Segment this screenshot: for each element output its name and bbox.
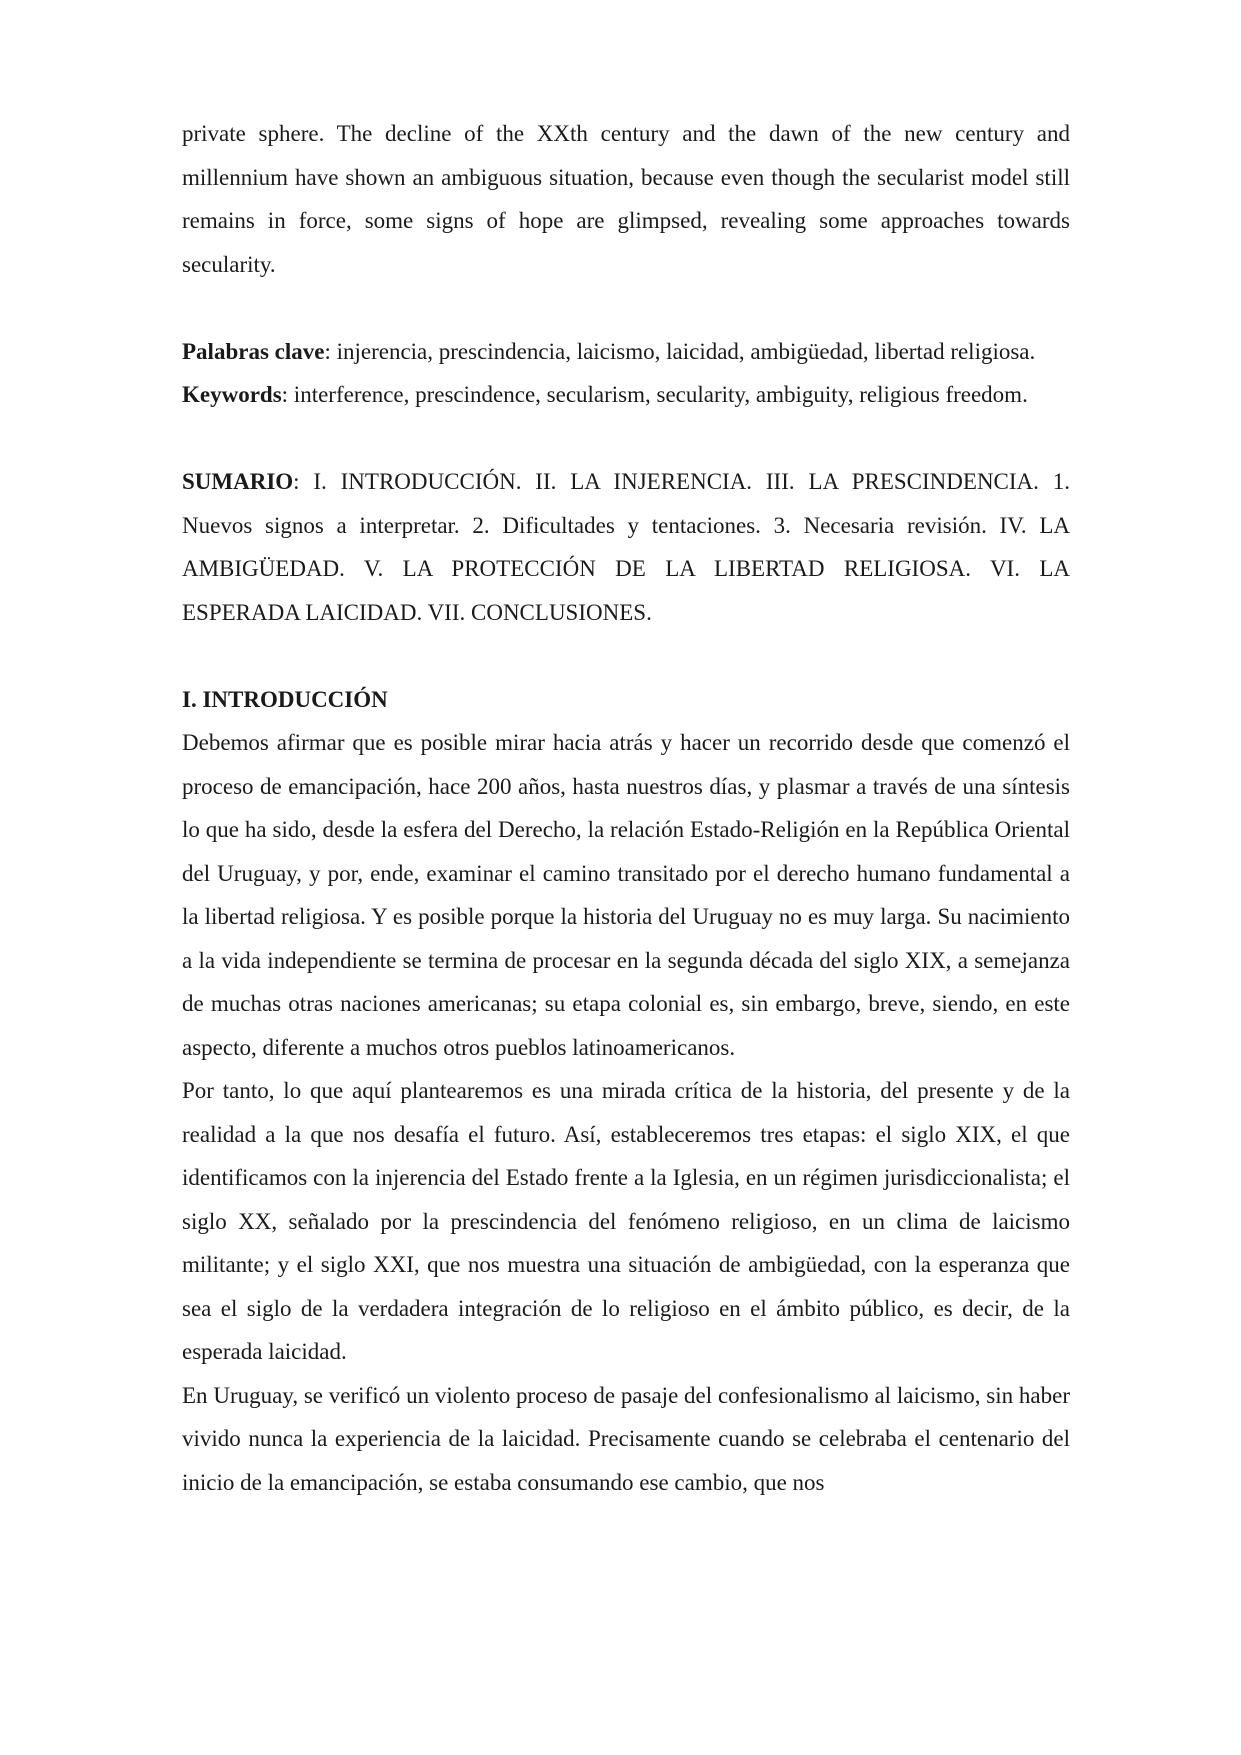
keywords-en-text: : interference, prescindence, secularism, secularity, ambiguity, religious freedom. xyxy=(281,382,1028,407)
abstract-paragraph: private sphere. The decline of the XXth century and the dawn of the new century and millennium have shown an ambiguous situation, because even though the secularist model still remains in force, some signs of hope are glimpsed, revealing some approaches towards secularity. xyxy=(182,121,1070,277)
summary-label: SUMARIO xyxy=(182,469,294,494)
section-heading: I. INTRODUCCIÓN xyxy=(182,686,388,712)
keywords-en-label: Keywords xyxy=(182,382,282,407)
body-paragraph: En Uruguay, se verificó un violento proceso de pasaje del confesionalismo al laicismo, sin haber vivido nunca la experiencia de la laicidad. Precisamente cuando se celebraba el centenario del inicio de la emancipación, se estaba consumando ese cambio, que nos xyxy=(182,1382,1070,1495)
spacer xyxy=(182,286,1070,330)
body-paragraph: Debemos afirmar que es posible mirar hacia atrás y hacer un recorrido desde que comenzó el proceso de emancipación, hace 200 años, hasta nuestros días, y plasmar a través de una síntesis lo que ha sido, desde la esfera del Derecho, la relación Estado-Religión en la República Oriental del Uruguay, y por, ende, examinar el camino transitado por el derecho humano fundamental a la libertad religiosa. Y es posible porque la historia del Uruguay no es muy larga. Su nacimiento a la vida independiente se termina de procesar en la segunda década del siglo XIX, a semejanza de muchas otras naciones americanas; su etapa colonial es, sin embargo, breve, siendo, en este aspecto, diferente a muchos otros pueblos latinoamericanos. xyxy=(182,730,1070,1060)
keywords-es-text: : injerencia, prescindencia, laicismo, laicidad, ambigüedad, libertad religiosa. xyxy=(324,338,1036,364)
summary-paragraph xyxy=(182,460,1070,634)
keywords-en-paragraph xyxy=(182,373,1070,417)
keywords-es-paragraph xyxy=(182,330,1070,374)
keywords-es-label: Palabras clave xyxy=(182,338,325,364)
spacer xyxy=(182,634,1070,678)
body-paragraph: Por tanto, lo que aquí plantearemos es una mirada crítica de la historia, del presente y de la realidad a la que nos desafía el futuro. Así, estableceremos tres etapas: el siglo XIX, el que identificamos con la injerencia del Estado frente a la Iglesia, en un régimen jurisdiccionalista; el siglo XX, señalado por la prescindencia del fenómeno religioso, en un clima de laicismo militante; y el siglo XXI, que nos muestra una situación de ambigüedad, con la esperanza que sea el siglo de la verdadera integración de lo religioso en el ámbito público, es decir, de la esperada laicidad. xyxy=(182,1078,1070,1364)
summary-text: : I. INTRODUCCIÓN. II. LA INJERENCIA. III. LA PRESCINDENCIA. 1. Nuevos signos a interpretar. 2. Dificultades y tentaciones. 3. Necesaria revisión. IV. LA AMBIGÜEDAD. V. LA PROTECCIÓN DE LA LIBERTAD RELIGIOSA. VI. LA ESPERADA LAICIDAD. VII. CONCLUSIONES. xyxy=(182,469,1070,625)
spacer xyxy=(182,417,1070,461)
page-content xyxy=(182,112,1070,1504)
